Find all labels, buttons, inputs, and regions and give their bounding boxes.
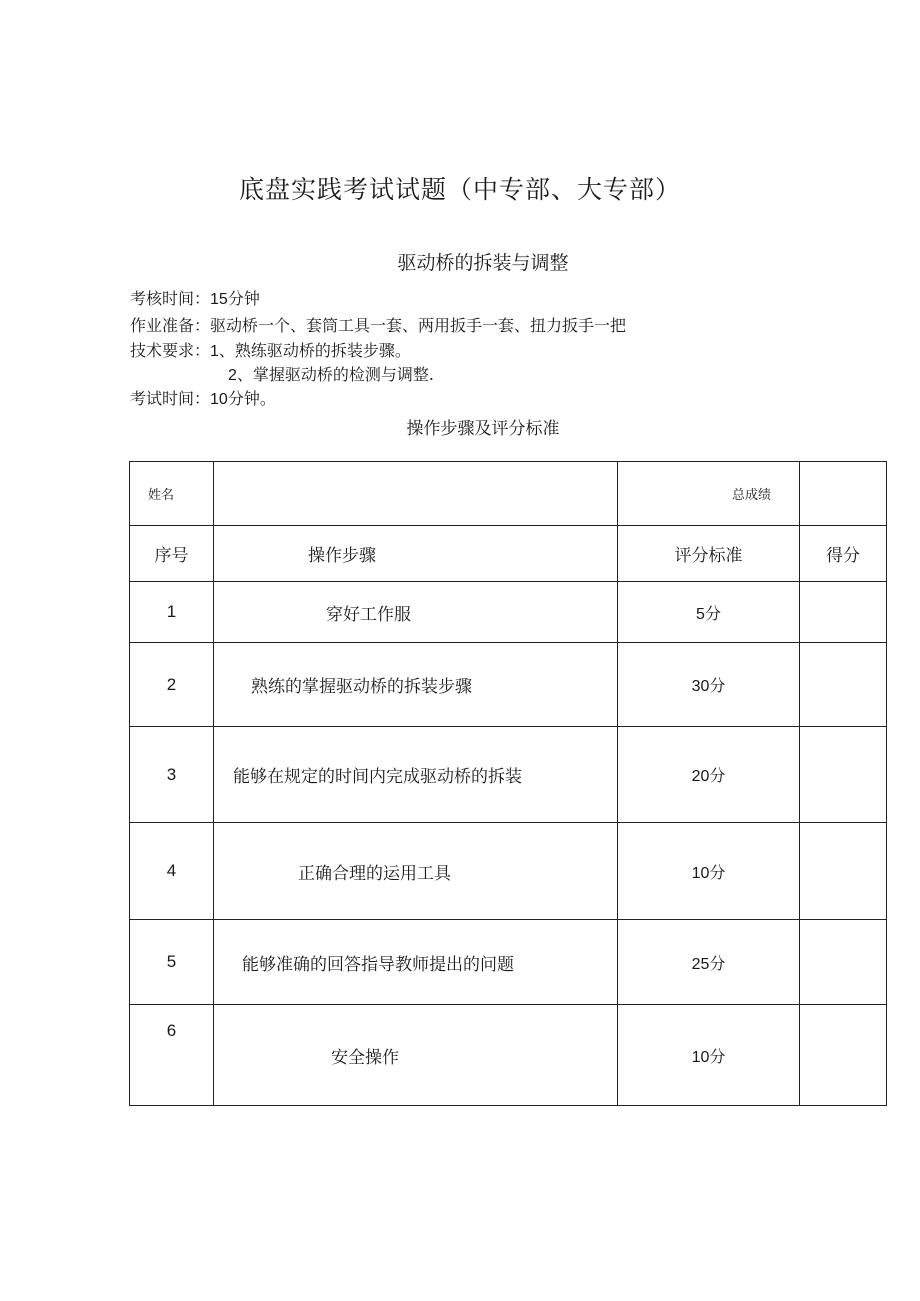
row-score-cell[interactable] [800, 1005, 887, 1106]
row-serial: 4 [130, 823, 214, 920]
row-step: 安全操作 [214, 1005, 618, 1106]
row-score-cell[interactable] [800, 643, 887, 727]
preparation-line [130, 316, 626, 336]
row-score-cell[interactable] [800, 582, 887, 643]
assess-time-unit: 分钟 [227, 289, 260, 308]
row-standard [618, 1005, 800, 1106]
row-score-cell[interactable] [800, 823, 887, 920]
row-step: 熟练的掌握驱动桥的拆装步骤 [214, 643, 618, 727]
row-step: 能够在规定的时间内完成驱动桥的拆装 [214, 727, 618, 823]
scoring-table [129, 461, 887, 1106]
table-title: 操作步骤及评分标准 [406, 419, 560, 439]
row-points: 10 [691, 1048, 710, 1066]
row-step: 穿好工作服 [214, 582, 618, 643]
tech-item-2-number: 2 [228, 367, 237, 384]
header-row [130, 526, 887, 582]
row-serial: 3 [130, 727, 214, 823]
row-points-unit: 分 [709, 676, 726, 695]
subtitle: 驱动桥的拆装与调整 [397, 252, 569, 274]
tech-item-2-text: 、掌握驱动桥的检测与调整. [236, 365, 434, 384]
page-title: 底盘实践考试试题（中专部、大专部） [238, 175, 681, 204]
header-step: 操作步骤 [214, 526, 618, 582]
tech-item-1-number: 1 [210, 343, 219, 360]
tech-requirement-line-1 [130, 341, 411, 362]
name-label: 姓名 [130, 462, 214, 526]
exam-time-unit: 分钟。 [227, 389, 276, 408]
row-step: 正确合理的运用工具 [214, 823, 618, 920]
header-serial: 序号 [130, 526, 214, 582]
tech-item-1-text: 、熟练驱动桥的拆装步骤。 [218, 341, 411, 360]
exam-time-number: 10 [210, 391, 228, 408]
row-serial: 5 [130, 920, 214, 1005]
tech-requirement-line-2 [228, 365, 434, 386]
row-points: 5 [696, 605, 705, 623]
table-row [130, 920, 887, 1005]
row-step: 能够准确的回答指导教师提出的问题 [214, 920, 618, 1005]
total-score-value-cell[interactable] [800, 462, 887, 526]
assess-time-label: 考核时间： [130, 289, 211, 308]
row-standard [618, 727, 800, 823]
header-score: 得分 [800, 526, 887, 582]
table-row [130, 823, 887, 920]
row-serial: 6 [130, 1005, 214, 1106]
row-points-unit: 分 [709, 1046, 726, 1066]
row-points: 25 [691, 955, 710, 973]
assess-time-number: 15 [210, 291, 228, 308]
row-serial: 2 [130, 643, 214, 727]
row-serial: 1 [130, 582, 214, 643]
table-row [130, 643, 887, 727]
row-standard [618, 582, 800, 643]
row-standard [618, 643, 800, 727]
row-standard [618, 823, 800, 920]
row-score-cell[interactable] [800, 920, 887, 1005]
row-points-unit: 分 [709, 766, 726, 785]
name-row [130, 462, 887, 526]
row-points-unit: 分 [709, 953, 726, 973]
preparation-label: 作业准备： [130, 316, 211, 335]
row-points: 10 [691, 864, 710, 882]
row-score-cell[interactable] [800, 727, 887, 823]
row-standard [618, 920, 800, 1005]
exam-time-label: 考试时间： [130, 389, 211, 408]
row-points-unit: 分 [704, 603, 721, 623]
total-score-label: 总成绩 [618, 462, 800, 526]
table-row [130, 1005, 887, 1106]
name-value-cell[interactable] [214, 462, 618, 526]
header-standard: 评分标准 [618, 526, 800, 582]
exam-time-line [130, 389, 276, 410]
assess-time-line [130, 289, 260, 310]
preparation-value: 驱动桥一个、套筒工具一套、两用扳手一套、扭力扳手一把 [210, 316, 627, 335]
row-points: 20 [691, 768, 710, 785]
table-row [130, 582, 887, 643]
tech-requirement-label: 技术要求： [130, 341, 211, 360]
row-points: 30 [691, 678, 710, 695]
table-row [130, 727, 887, 823]
row-points-unit: 分 [709, 862, 726, 882]
